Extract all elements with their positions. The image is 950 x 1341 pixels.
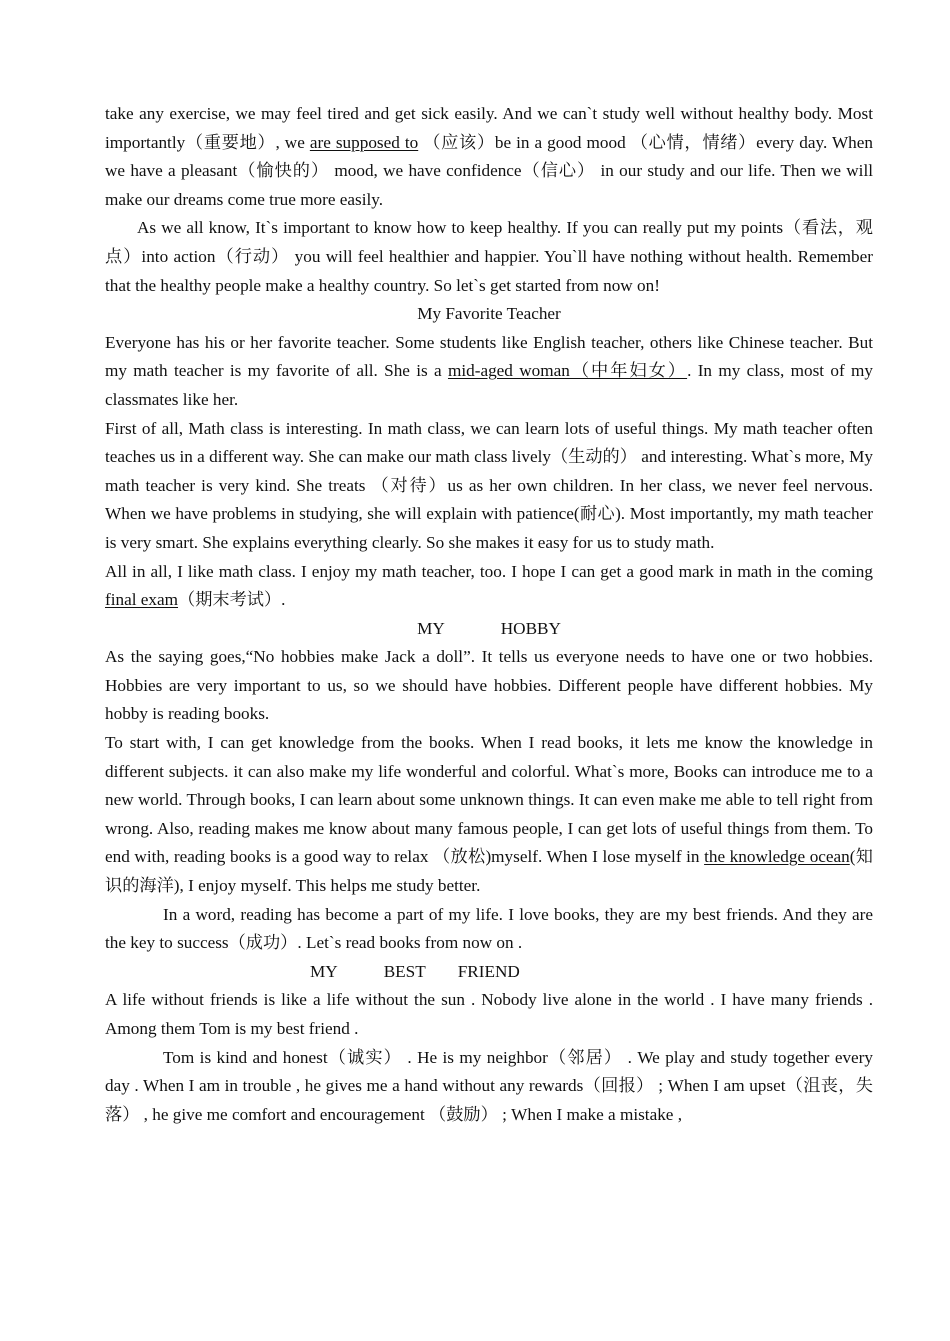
underlined-phrase: final exam (105, 590, 179, 610)
hobby-essay-title: MY HOBBY (417, 618, 561, 638)
teacher-paragraph-1: Everyone has his or her favorite teacher. Some students like English teacher, others like Chinese teacher. But my math teacher is my favorite of all. She is a mid-aged woman（中年妇女）. In my class, most of my classmates like her. (105, 332, 873, 409)
document-page (105, 100, 873, 1129)
underlined-phrase: the knowledge ocean (704, 847, 850, 867)
underlined-phrase: mid-aged woman（中年妇女） (447, 361, 688, 381)
teacher-paragraph-3: All in all, I like math class. I enjoy my math teacher, too. I hope I can get a good mark in math in the coming final exam（期末考试）. (105, 561, 873, 610)
friend-paragraph-1: A life without friends is like a life without the sun . Nobody live alone in the world . I have many friends . Among them Tom is my best friend . (105, 990, 873, 1038)
friend-essay-title: MY BEST FRIEND (310, 961, 520, 981)
hobby-paragraph-1: As the saying goes,“No hobbies make Jack a doll”. It tells us everyone needs to have one or two hobbies. Hobbies are very important to us, so we should have hobbies. Different people have different hobbies. My hobby is reading books. (105, 647, 873, 724)
teacher-paragraph-2: First of all, Math class is interesting. In math class, we can learn lots of useful things. My math teacher often teaches us in a different way. She can make our math class lively（生动的） and interesting. What`s more, My math teacher is very kind. She treats （对待）us as her own children. In her class, we never feel nervous. When we have problems in studying, she will explain with patience(耐心). Most importantly, my math teacher is very smart. She explains everything clearly. So she makes it easy for us to study math. (105, 418, 873, 552)
underlined-phrase: are supposed to (309, 132, 419, 152)
health-paragraph-1: take any exercise, we may feel tired and get sick easily. And we can`t study well without healthy body. Most importantly（重要地）, we are supposed to （应该）be in a good mood （心情，情绪）every day. When we have a pleasant（愉快的） mood, we have confidence（信心） in our study and our life. Then we will make our dreams come true more easily. (105, 104, 874, 209)
health-paragraph-2: As we all know, It`s important to know how to keep healthy. If you can really put my points（看法，观点）into action（行动） you will feel healthier and happier. You`ll have nothing without health. Remember that the healthy people make a healthy country. So let`s get started from now on! (105, 218, 873, 295)
hobby-paragraph-3: In a word, reading has become a part of my life. I love books, they are my best friends. And they are the key to success（成功）. Let`s read books from now on . (105, 904, 873, 953)
friend-paragraph-2: Tom is kind and honest（诚实） . He is my neighbor（邻居） . We play and study together every day . When I am in trouble , he gives me a hand without any rewards（回报） ; When I am upset（沮丧，失落） , he give me comfort and encouragement （鼓励） ; When I make a mistake , (105, 1047, 873, 1124)
teacher-essay-title: My Favorite Teacher (417, 304, 561, 324)
hobby-paragraph-2: To start with, I can get knowledge from the books. When I read books, it lets me know the knowledge in different subjects. it can also make my life wonderful and colorful. What`s more, Books can introduce me to a new world. Through books, I can learn about some unknown things. It can even make me able to tell right from wrong. Also, reading makes me know about many famous people, I can get lots of useful things from them. To end with, reading books is a good way to relax （放松)myself. When I lose myself in the knowledge ocean(知识的海洋), I enjoy myself. This helps me study better. (105, 733, 873, 896)
